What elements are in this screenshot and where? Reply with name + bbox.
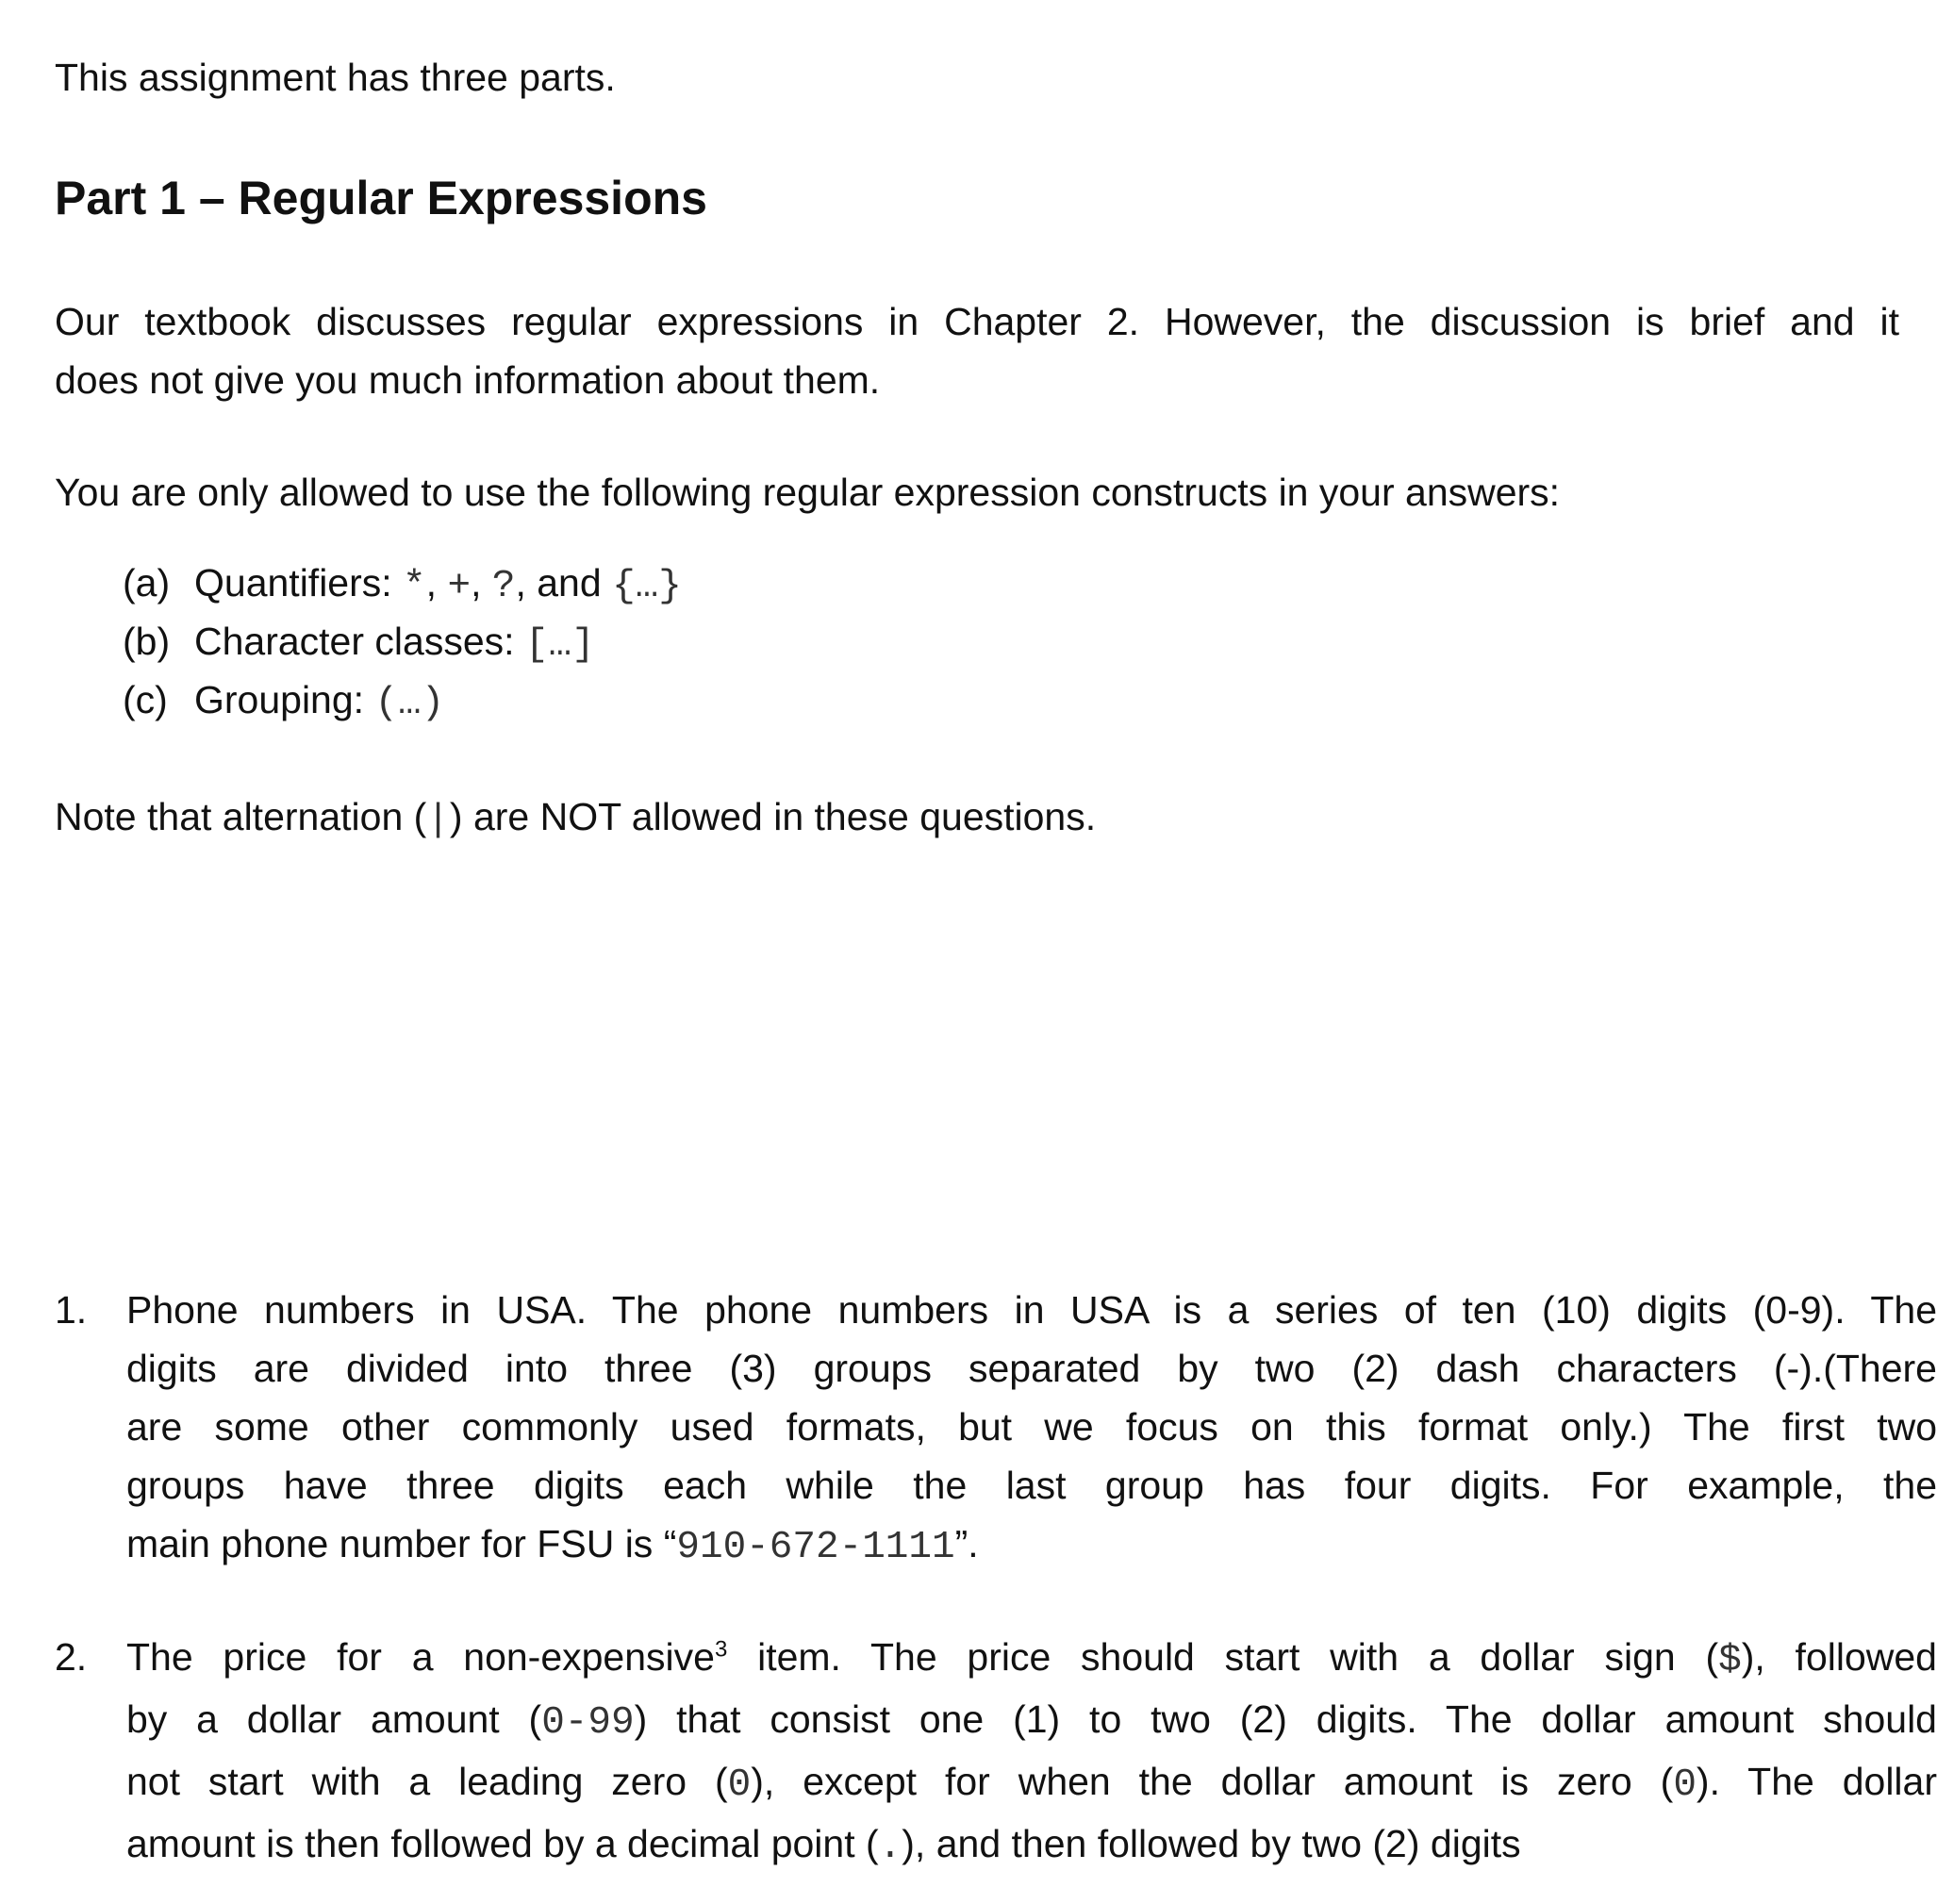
construct-code: +: [447, 565, 472, 608]
question-code: 0: [1673, 1763, 1697, 1807]
construct-label: (a): [123, 561, 171, 604]
question-code: .: [878, 1826, 902, 1869]
question-code: 0: [727, 1763, 752, 1807]
phone-example: 910-672-1111: [676, 1526, 955, 1569]
construct-sep: ,: [471, 561, 492, 604]
question-text: ), except for when the dollar amount is zero (: [751, 1760, 1674, 1803]
construct-code: *: [403, 565, 426, 608]
question-text: by a dollar amount (: [126, 1697, 542, 1741]
question-code: $: [1718, 1639, 1742, 1682]
question-line: [126, 1628, 1937, 1690]
construct-label: (b): [123, 620, 171, 663]
question-line: [126, 1515, 1937, 1577]
question-line: are some other commonly used formats, but we focus on this format only.) The first two: [126, 1405, 1937, 1449]
alternation-note: [55, 792, 1096, 845]
construct-label: (c): [123, 678, 168, 721]
intro-text: This assignment has three parts.: [55, 56, 616, 99]
question-line: [126, 1814, 1937, 1877]
question-code: 0-99: [541, 1701, 635, 1745]
question-text: main phone number for FSU is “: [126, 1522, 677, 1565]
question-text: ”.: [954, 1522, 979, 1565]
question-text: ), followed: [1741, 1635, 1937, 1679]
construct-sep: , and: [515, 561, 613, 604]
question-line: Phone numbers in USA. The phone numbers in USA is a series of ten (10) digits (0-9). The: [126, 1288, 1937, 1332]
construct-text: Grouping:: [194, 678, 375, 721]
construct-code: {…}: [612, 565, 682, 608]
construct-text: Quantifiers:: [194, 561, 404, 604]
construct-item-character-classes: [123, 617, 595, 670]
question-text: ). The dollar: [1696, 1760, 1937, 1803]
note-text: ) are NOT allowed in these questions.: [449, 795, 1097, 838]
question-body: [126, 1628, 1937, 1877]
note-text: Note that alternation (: [55, 795, 427, 838]
question-body: [126, 1281, 1937, 1577]
question-text: The price for a non-expensive: [126, 1635, 715, 1679]
question-line: groups have three digits each while the last group has four digits. For example, the: [126, 1464, 1937, 1507]
construct-code: […]: [524, 623, 595, 667]
question-text: ), and then followed by two (2) digits: [902, 1822, 1521, 1865]
construct-code: ?: [491, 565, 516, 608]
question-text: amount is then followed by a decimal point (: [126, 1822, 879, 1865]
question-number: 1.: [55, 1288, 88, 1332]
para1-line-2: does not give you much information about them.: [55, 358, 881, 402]
construct-item-grouping: [123, 675, 444, 728]
para1-line-1: Our textbook discusses regular expressions in Chapter 2. However, the discussion is brief and it: [55, 300, 1899, 343]
part1-paragraph-2: You are only allowed to use the following regular expression constructs in your answers:: [55, 471, 1561, 514]
construct-sep: ,: [425, 561, 448, 604]
construct-text: Character classes:: [194, 620, 525, 663]
part1-heading: Part 1 – Regular Expressions: [55, 172, 707, 224]
construct-code: (…): [374, 682, 445, 725]
question-text: not start with a leading zero (: [126, 1760, 728, 1803]
note-code: |: [426, 799, 450, 842]
part1-paragraph-1: [55, 292, 1899, 409]
footnote-marker: 3: [714, 1636, 728, 1663]
question-text: ) that consist one (1) to two (2) digits. The dollar amount should: [634, 1697, 1937, 1741]
construct-item-quantifiers: [123, 558, 682, 611]
question-line: [126, 1752, 1937, 1814]
question-line: [126, 1690, 1937, 1752]
question-number: 2.: [55, 1635, 88, 1679]
question-line: digits are divided into three (3) groups separated by two (2) dash characters (-).(There: [126, 1347, 1937, 1390]
question-text: item. The price should start with a dollar sign (: [727, 1635, 1719, 1679]
